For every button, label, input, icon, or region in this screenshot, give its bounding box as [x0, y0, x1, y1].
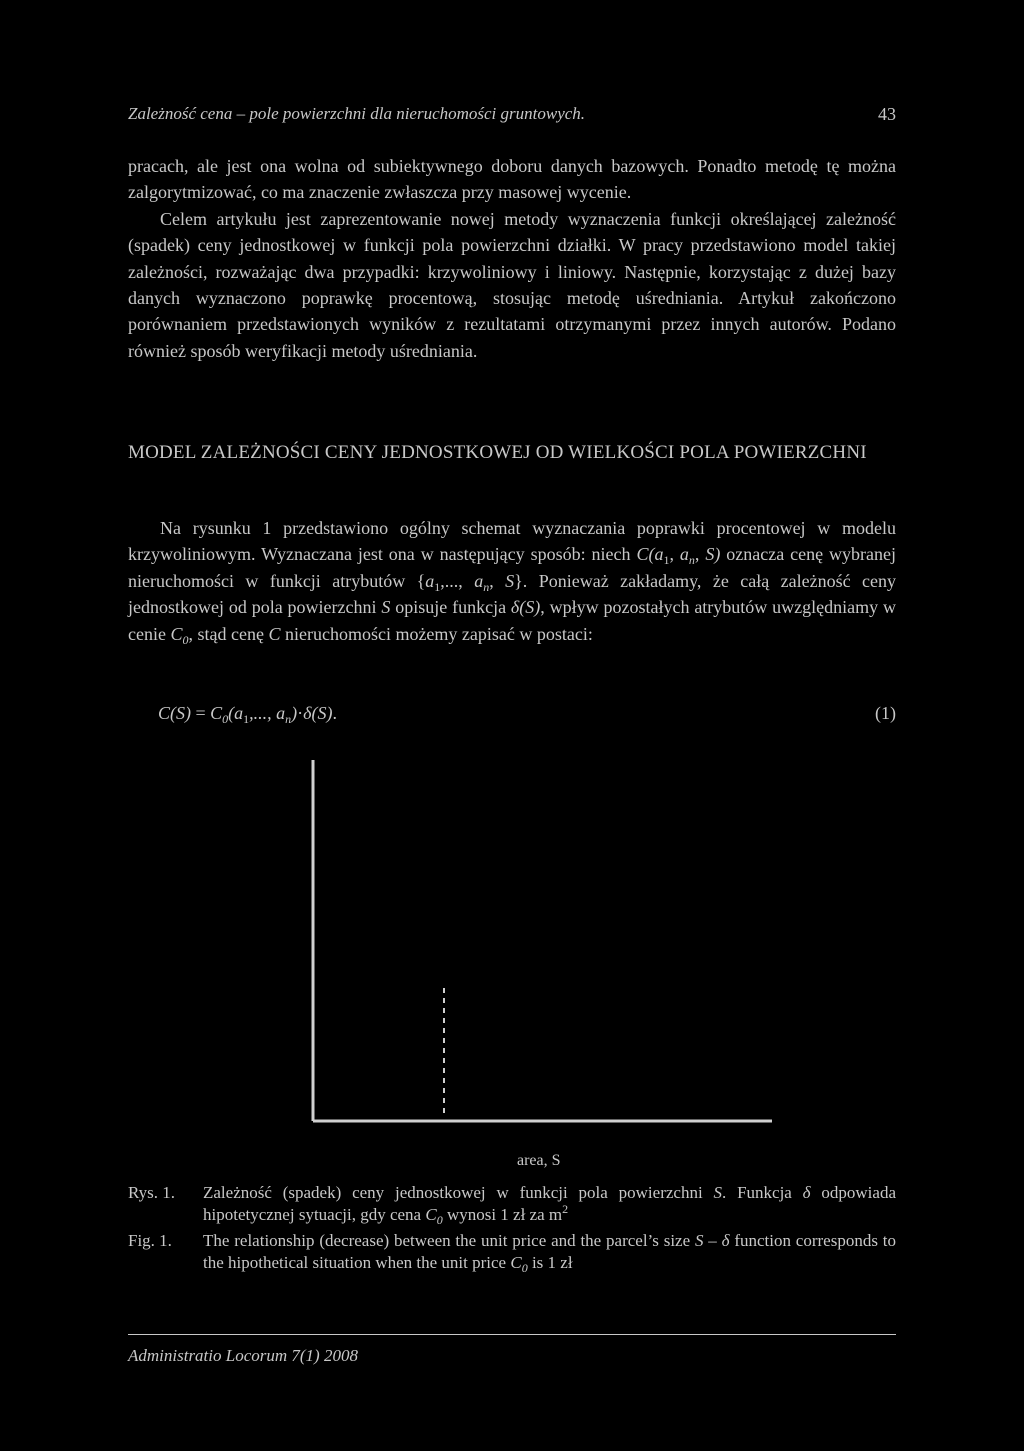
x-axis-label: area, S — [517, 1152, 561, 1169]
caption-run: . Funkcja — [722, 1183, 803, 1202]
model-text: , stąd cenę — [188, 623, 269, 644]
caption-sup: 2 — [562, 1202, 569, 1216]
eq-equals: = — [191, 703, 211, 723]
eq-C: C — [210, 703, 223, 723]
math-C: C — [170, 623, 183, 644]
caption-run: wynosi 1 zł za m — [442, 1205, 563, 1224]
footer-rule — [128, 1334, 896, 1335]
math-S: S — [505, 570, 515, 591]
model-text: opisuje funkcja — [390, 597, 511, 618]
caption-run: Zależność (spadek) ceny jednostkowej w funkcji pola powierzchni — [203, 1183, 714, 1202]
caption-math: S — [694, 1231, 704, 1250]
model-text: }. Ponieważ zakładamy, że całą zależność ceny jednostkowej od pola powierzchni — [128, 570, 897, 618]
equation-1 — [158, 703, 337, 724]
eq-mid: ,..., a — [249, 703, 286, 723]
model-text: nieruchomości możemy zapisać w postaci: — [280, 623, 593, 644]
model-text: , — [694, 544, 706, 565]
math-sub: 1 — [434, 579, 441, 594]
math-a: a — [425, 570, 435, 591]
eq-open: (a — [228, 703, 244, 723]
section-heading: MODEL ZALEŻNOŚCI CENY JEDNOSTKOWEJ OD WIELKOŚCI POLA POWIERZCHNI — [128, 442, 867, 463]
caption-math: C — [510, 1253, 522, 1272]
caption-polish — [128, 1182, 896, 1226]
caption-run: – — [703, 1231, 722, 1250]
math-delta: δ(S) — [510, 597, 541, 618]
caption-sub: 0 — [436, 1213, 443, 1227]
model-text: , wpływ pozostałych atrybutów uwzględniamy w cenie — [128, 597, 896, 644]
eq-sub: 1 — [243, 712, 250, 726]
model-text: Na rysunku 1 przedstawiono ogólny schemat wyznaczania poprawki procentowej w modelu krzywoliniowym. Wyznaczana jest ona w następujący sposób: niech — [128, 518, 896, 565]
caption-run: odpowiada hipotetycznej sytuacji, gdy cena — [203, 1183, 896, 1224]
math-sub: n — [688, 553, 695, 568]
model-text: oznacza cenę wybranej nieruchomości w funkcji atrybutów { — [128, 544, 897, 591]
model-text: , — [489, 570, 506, 591]
eq-sub: n — [285, 712, 292, 726]
math-C: C(a — [636, 544, 664, 565]
math-a: a — [679, 544, 689, 565]
caption-run: is 1 zł — [527, 1253, 573, 1272]
model-text: , — [669, 544, 680, 565]
math-C: C — [268, 623, 281, 644]
model-paragraph — [128, 515, 896, 647]
eq-delta: δ(S) — [303, 703, 333, 723]
math-a: a — [474, 570, 484, 591]
caption-text — [203, 1182, 896, 1226]
caption-label: Fig. 1. — [128, 1231, 172, 1250]
eq-lhs: C(S) — [158, 703, 191, 723]
caption-math: δ — [721, 1231, 730, 1250]
intro-text-2: Celem artykułu jest zaprezentowanie nowej metody wyznaczenia funkcji określającej zależność (spadek) ceny jednostkowej w funkcji pola powierzchni działki. W pracy przedstawiono model takiej zależności, rozważając dwa przypadki: krzywoliniowy i liniowy. Następnie, korzystając z dużej bazy danych wyznaczono poprawkę procentową, stosując metodę uśredniania. Artykuł zakończono porównaniem przedstawionych wyników z rezultatami otrzymanymi przez innych autorów. Podano również sposób weryfikacji metody uśredniania. — [128, 208, 896, 361]
math-sub: n — [483, 579, 490, 594]
equation-number: (1) — [875, 703, 896, 723]
caption-english — [128, 1230, 896, 1274]
eq-dot: · — [297, 703, 304, 723]
caption-text — [203, 1230, 896, 1274]
intro-text-1: pracach, ale jest ona wolna od subiektywnego doboru danych bazowych. Ponadto metodę tę można zalgorytmizować, co ma znaczenie zwłaszcza przy masowej wycenie. — [128, 156, 896, 203]
math-sub: 1 — [663, 553, 670, 568]
eq-sub: 0 — [222, 712, 229, 726]
math-S: S — [381, 597, 391, 618]
intro-paragraph — [128, 153, 896, 364]
eq-end: . — [332, 703, 338, 723]
caption-label: Rys. 1. — [128, 1183, 176, 1202]
caption-sub: 0 — [521, 1261, 528, 1275]
model-text: ,..., — [440, 570, 475, 591]
page-number: 43 — [878, 104, 896, 124]
math-sub: 0 — [182, 632, 189, 647]
footer-journal: Administratio Locorum 7(1) 2008 — [128, 1346, 358, 1365]
running-title: Zależność cena – pole powierzchni dla nieruchomości gruntowych. — [128, 104, 586, 123]
math-S: S) — [705, 544, 721, 565]
caption-math: S — [713, 1183, 722, 1202]
figure-1 — [300, 750, 800, 1170]
caption-run: function corresponds to the hipothetical situation when the unit price — [203, 1231, 896, 1272]
caption-run: The relationship (decrease) between the unit price and the parcel’s size — [203, 1231, 695, 1250]
caption-math: δ — [802, 1183, 811, 1202]
eq-close: ) — [291, 703, 298, 723]
caption-math: C — [425, 1205, 437, 1224]
